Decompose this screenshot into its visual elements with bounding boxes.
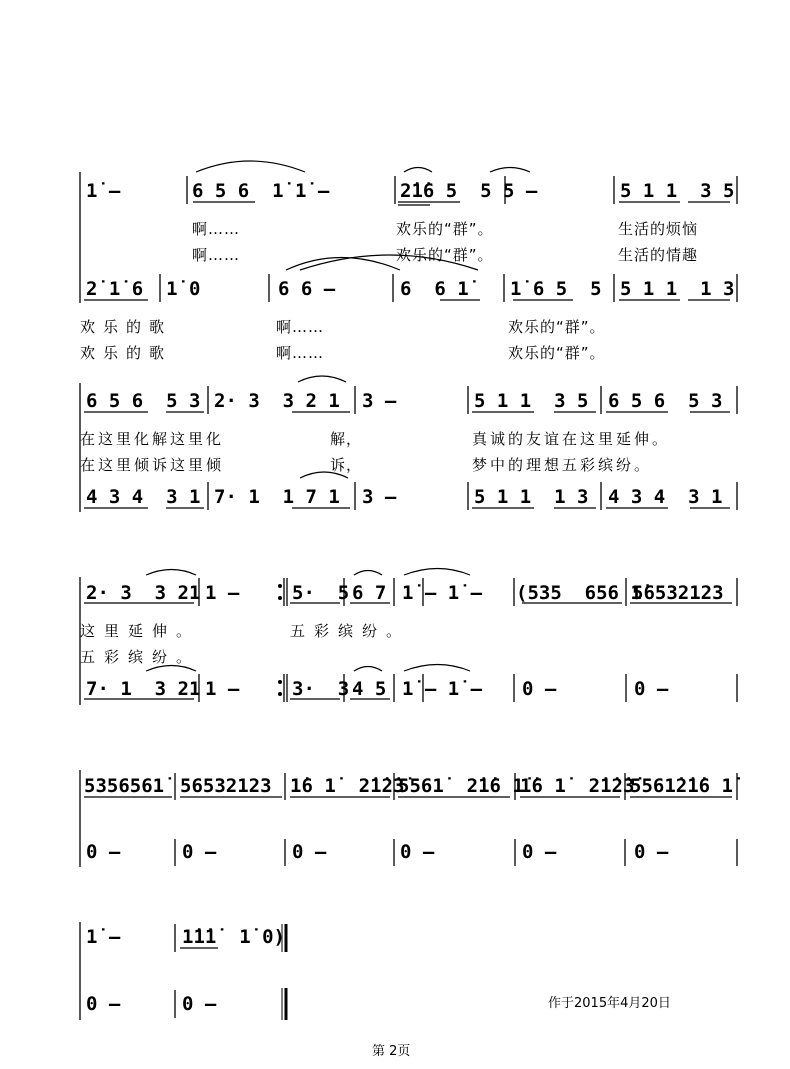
slur (354, 667, 382, 672)
slur (196, 161, 305, 172)
measure: 56532123 (180, 775, 272, 797)
measure: 0 – (86, 993, 121, 1015)
measure: 1̇6 1̇ 2̇1̇2̇3̇ (290, 775, 405, 797)
measure: 6 6 – (278, 278, 336, 300)
page-number: 第 2页 (372, 1044, 411, 1059)
measure: 5 1 1 3 5 (474, 390, 589, 412)
measure: 2· 3 3 21 (86, 582, 201, 604)
slur (404, 569, 470, 576)
measure: 6 7 (352, 582, 387, 604)
measure: 2̇1̇6 5 5 5 – (400, 180, 538, 202)
measure: 6 6 1̇ (400, 278, 469, 300)
lyric-line: 梦中的理想五彩缤纷。 (472, 456, 653, 474)
slur (354, 571, 382, 576)
lyric-line: 欢乐的“群”。 (396, 246, 494, 264)
slur (298, 376, 346, 382)
measure: 0 – (182, 841, 217, 863)
lyric-line: 啊…… (276, 318, 325, 336)
lyric-line: 欢乐的歌 (80, 344, 173, 362)
lyric-line: 生活的情趣 (618, 246, 699, 264)
measure: 1̇ – (86, 926, 121, 948)
measure: 4 3 4 3 1 (608, 486, 723, 508)
lyric-line: 解， (330, 430, 363, 448)
measure: 3 – (362, 486, 397, 508)
composed-date: 作于2015年4月20日 (548, 996, 671, 1011)
measure: 7· 1 3 21 (86, 678, 201, 700)
lyric-line: 欢乐的“群”。 (508, 318, 606, 336)
measure: 1̇ – 1̇ – (402, 678, 483, 700)
slur (404, 168, 432, 173)
measure: 5356561̇ (84, 775, 165, 797)
measure: 5 1 1 1 3 (620, 278, 735, 300)
lyric-line: 啊…… (192, 246, 241, 264)
slur (146, 666, 196, 672)
measure: 1̇1̇1̇ 1̇ 0) (182, 926, 285, 948)
lyric-line: 啊…… (192, 220, 241, 238)
measure: 1̇ – 1̇ – (402, 582, 483, 604)
measure: 1̇6 1̇ 2̇1̇2̇3̇ (520, 775, 635, 797)
repeat-dot (279, 681, 282, 684)
repeat-dot (279, 693, 282, 696)
measure: 1̇ 6 5 5 (510, 278, 602, 300)
lyric-line: 诉， (330, 456, 363, 474)
measure: 5561̇2̇1̇6 1̇ (630, 775, 733, 797)
lyric-line: 欢乐的“群”。 (508, 344, 606, 362)
measure: 3· 3 (292, 678, 350, 700)
measure: 5561̇ 2̇1̇6 1̇ (398, 775, 524, 797)
repeat-dot (279, 597, 282, 600)
slur (404, 665, 470, 672)
measure: 4 3 4 3 1 (86, 486, 201, 508)
measure: 5 1 1 1 3 (474, 486, 589, 508)
lyric-line: 在这里化解这里化 (80, 430, 225, 448)
measure: 2· 3 3 2 1 (214, 390, 340, 412)
measure: 0 – (86, 841, 121, 863)
measure: 0 – (182, 993, 217, 1015)
slur (490, 168, 530, 173)
measure: 1 – (205, 678, 240, 700)
lyric-line: 欢乐的“群”。 (396, 220, 494, 238)
lyric-line: 真诚的友谊在这里延伸。 (472, 430, 671, 448)
measure: 6 5 6 5 3 (86, 390, 201, 412)
measure: 0 – (522, 841, 557, 863)
measure: 6 5 6 1̇ 1̇ – (192, 180, 330, 202)
slur (146, 570, 196, 576)
measure: 0 – (634, 678, 669, 700)
measure: 7· 1 1 7 1 (214, 486, 340, 508)
measure: (535 656 1̇ (516, 582, 642, 604)
measure: 3 – (362, 390, 397, 412)
lyric-line: 啊…… (276, 344, 325, 362)
lyric-line: 生活的烦恼 (618, 220, 699, 238)
lyric-line: 这里延伸。 (80, 622, 201, 640)
lyric-line: 欢乐的歌 (80, 318, 173, 336)
measure: 4 5 (352, 678, 387, 700)
measure: 56532123 (632, 582, 724, 604)
measure: 1 – (205, 582, 240, 604)
measure: 0 – (634, 841, 669, 863)
lyric-line: 在这里倾诉这里倾 (80, 456, 225, 474)
measure: 5· 5 (292, 582, 350, 604)
measure: 5 1 1 3 5 (620, 180, 735, 202)
measure: 6 5 6 5 3 (608, 390, 723, 412)
lyric-line: 五彩缤纷。 (290, 622, 411, 640)
measure: 0 – (522, 678, 557, 700)
lyric-line: 五彩缤纷。 (80, 648, 201, 666)
repeat-dot (279, 585, 282, 588)
measure: 0 – (292, 841, 327, 863)
measure: 1̇ – (86, 180, 121, 202)
measure: 2̇ 1̇ 6 1̇ 0 (86, 278, 201, 300)
measure: 0 – (400, 841, 435, 863)
